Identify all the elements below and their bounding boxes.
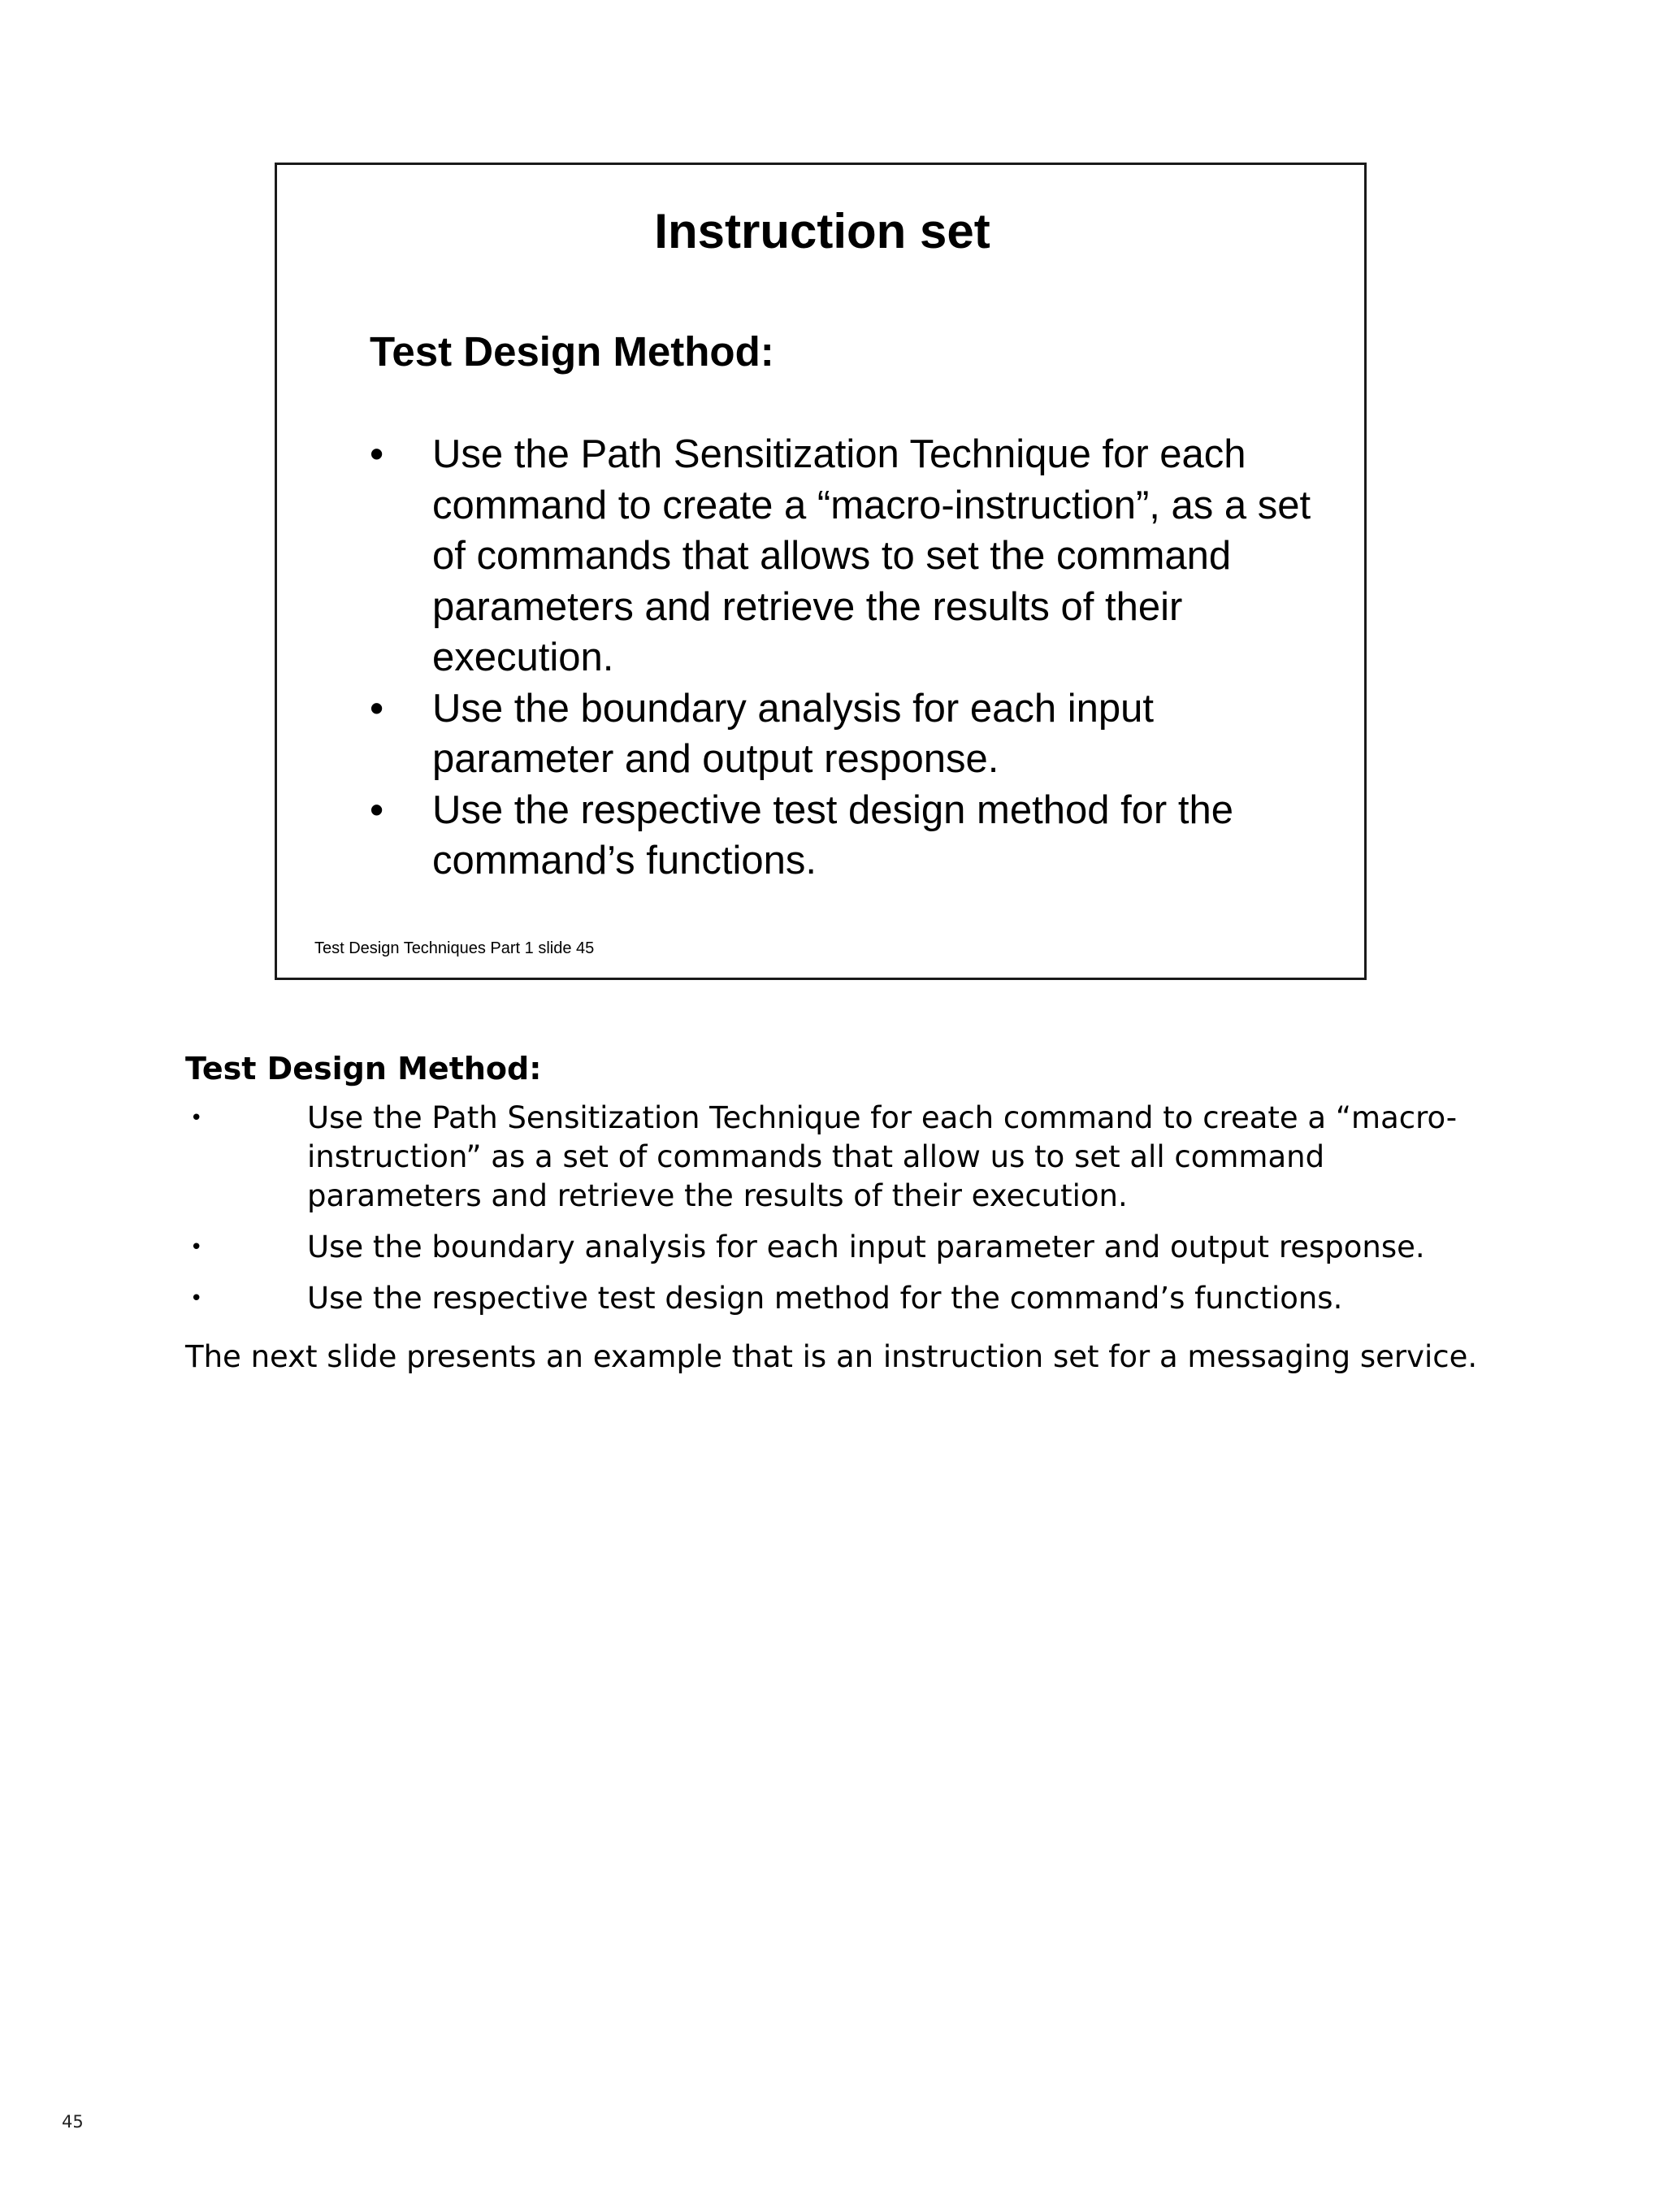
notes-bullet-item [185,1279,1485,1318]
slide-bullet-list [370,429,1312,887]
notes-bullet-text: Use the respective test design method for the command’s functions. [307,1281,1343,1316]
bullet-icon: • [370,787,384,832]
page-number: 45 [62,2112,84,2132]
bullet-icon: • [190,1106,203,1130]
slide-bullet-item [370,429,1312,683]
slide-title: Instruction set [654,204,990,258]
notes-bullet-item [185,1228,1485,1267]
bullet-icon: • [370,432,384,476]
slide-bullet-text: Use the boundary analysis for each input parameter and output response. [432,686,1154,781]
notes-bullet-text: Use the boundary analysis for each input parameter and output response. [307,1230,1425,1264]
slide-frame [275,163,1367,980]
slide-bullet-item [370,785,1312,887]
bullet-icon: • [370,686,384,731]
notes-paragraph: The next slide presents an example that is an instruction set for a messaging service. [185,1339,1478,1374]
slide-heading: Test Design Method: [370,328,774,375]
bullet-icon: • [190,1235,203,1260]
bullet-icon: • [190,1286,203,1311]
notes-bullet-list [185,1099,1485,1330]
slide-bullet-text: Use the Path Sensitization Technique for each command to create a “macro-instruction”, as a set of commands that allows to set the command parameters and retrieve the results of their execution. [432,432,1311,679]
slide-footer: Test Design Techniques Part 1 slide 45 [314,939,595,957]
slide-bullet-item [370,683,1312,785]
notes-heading: Test Design Method: [185,1051,542,1086]
slide-bullet-text: Use the respective test design method for the command’s functions. [432,787,1233,883]
notes-bullet-text: Use the Path Sensitization Technique for each command to create a “macro-instruction” as a set of commands that allow us to set all command parameters and retrieve the results of their execution. [307,1100,1458,1213]
notes-bullet-item [185,1099,1485,1216]
